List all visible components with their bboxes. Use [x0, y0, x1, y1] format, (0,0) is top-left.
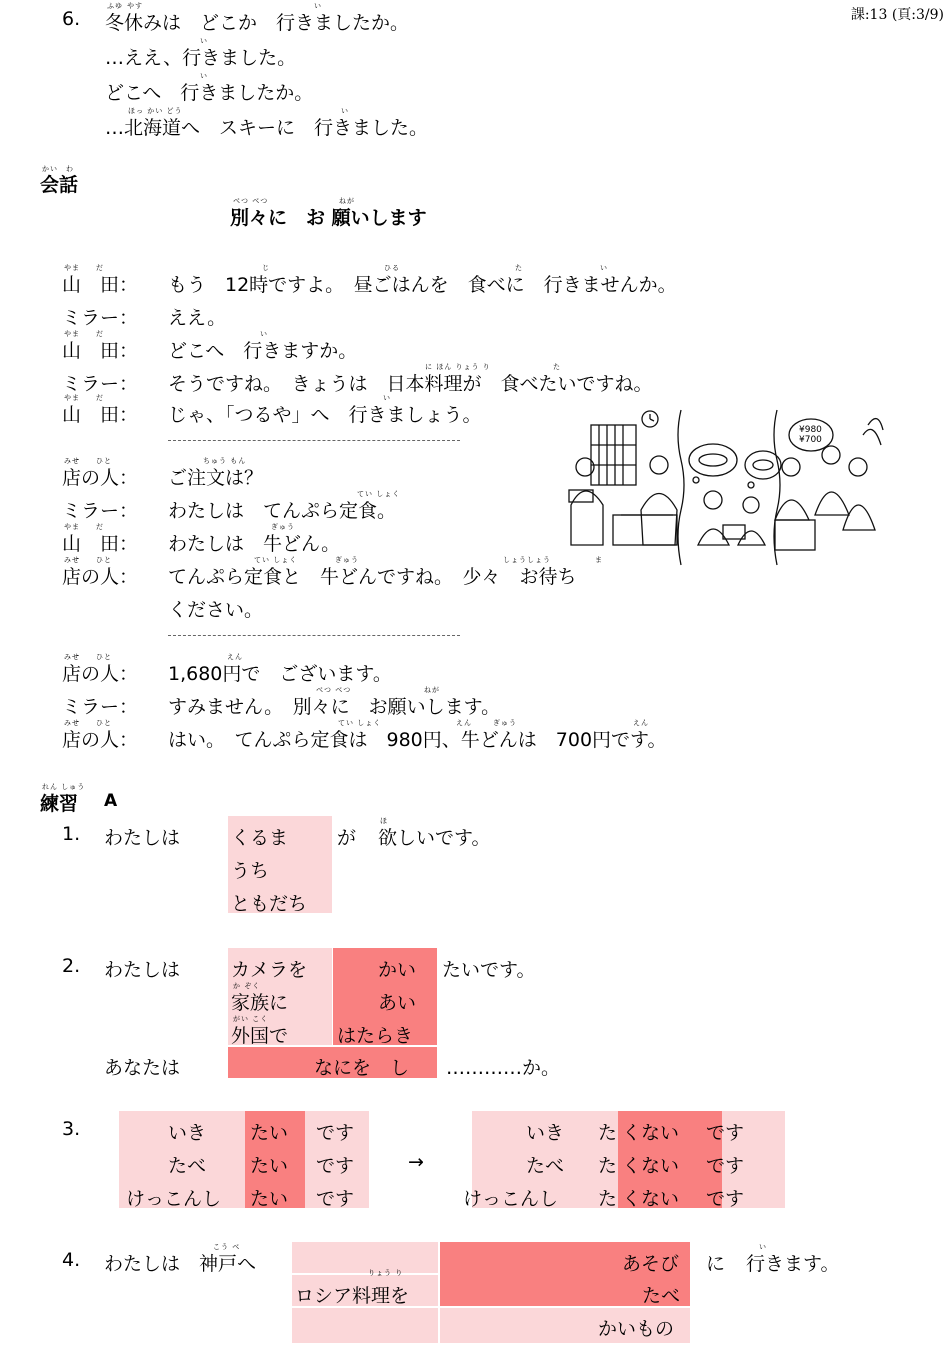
kunai: くない	[622, 1155, 680, 1177]
object: 家族に	[231, 992, 289, 1014]
option: ともだち	[231, 893, 308, 915]
example-line: どこへ 行きましたか。	[105, 82, 314, 104]
price-tag-2: ¥700	[799, 435, 822, 445]
dialogue-speaker: 山 田：	[62, 340, 139, 362]
dialogue-speaker: 店の人：	[62, 663, 139, 685]
speaker-ruby: みせ ひと	[64, 653, 112, 661]
ruby: ぎゅう	[493, 719, 517, 727]
dialogue-text: ご注文は？	[168, 467, 264, 489]
object: 外国で	[231, 1025, 289, 1047]
verb-stem: たべ	[526, 1155, 565, 1177]
dialogue-text: どこへ 行きますか。	[168, 340, 358, 362]
tai: たい	[250, 1188, 289, 1210]
arrow: →	[408, 1151, 424, 1173]
predicate: 行きます。	[746, 1253, 840, 1275]
ruby: ぎゅう	[271, 523, 295, 531]
example-line: …北海道へ スキーに 行きました。	[105, 117, 429, 139]
question-subject: あなたは	[104, 1057, 181, 1079]
dialogue-text: てんぷら定食と 牛どんですね。 少々 お待ち	[168, 566, 577, 588]
ruby: い	[383, 394, 391, 402]
ruby: じ	[262, 264, 270, 272]
ruby: ほっ かい どう	[128, 107, 183, 115]
heading-ruby: れん しゅう	[42, 783, 86, 791]
verb: はたらき	[337, 1025, 414, 1047]
object: カメラを	[231, 959, 308, 981]
desu: です	[706, 1188, 745, 1210]
ruby: い	[200, 37, 208, 45]
dialogue-text: ええ。	[168, 307, 227, 329]
ruby: ひる	[384, 264, 400, 272]
dialogue-text: わたしは 牛どん。	[168, 533, 341, 555]
ruby: い	[600, 264, 608, 272]
kunai: くない	[622, 1122, 680, 1144]
heading-ruby: かい わ	[42, 165, 74, 173]
object: ロシア料理を	[295, 1285, 410, 1307]
ruby: ふゆ	[107, 2, 123, 10]
restaurant-scene-image	[563, 405, 888, 570]
price-tag-1: ¥980	[799, 425, 822, 435]
ruby: い	[314, 2, 322, 10]
ruby: てい しょく	[357, 490, 401, 498]
divider	[168, 635, 460, 636]
ta: た	[598, 1122, 618, 1144]
ruby: ねが	[424, 686, 440, 694]
dialogue-speaker: ミラー：	[62, 696, 139, 718]
option: くるま	[231, 827, 289, 849]
desu: です	[316, 1122, 355, 1144]
dialogue-speaker: 店の人：	[62, 467, 139, 489]
speaker-ruby: やま だ	[64, 394, 104, 402]
ruby: えん	[456, 719, 472, 727]
speaker-ruby: みせ ひと	[64, 457, 112, 465]
drill-subject: わたしは	[104, 959, 181, 981]
ruby: がい こく	[233, 1015, 269, 1023]
question-end: …………か。	[446, 1057, 561, 1079]
ruby: こう べ	[213, 1243, 241, 1251]
dialogue-speaker: 山 田：	[62, 274, 139, 296]
desu: です	[316, 1188, 355, 1210]
ruby: べつ べつ	[316, 686, 352, 694]
ruby: ま	[595, 556, 603, 564]
ruby: てい しょく	[338, 719, 382, 727]
verb: あそび	[622, 1253, 680, 1275]
verb-stem: いき	[168, 1122, 207, 1144]
ta: た	[598, 1188, 618, 1210]
dialogue-speaker: 店の人：	[62, 566, 139, 588]
ta: た	[598, 1155, 618, 1177]
tai: たい	[250, 1122, 289, 1144]
drill-subject: わたしは	[104, 827, 181, 849]
example-line: 冬休みは どこか 行きましたか。	[105, 12, 410, 34]
dialogue-text: 1,680円で ございます。	[168, 663, 392, 685]
ruby: ちゅう もん	[203, 457, 247, 465]
ruby: しょうしょう	[503, 556, 551, 564]
speaker-ruby: みせ ひと	[64, 556, 112, 564]
kaiwa-heading: 会話	[40, 174, 79, 196]
dialogue-text: ください。	[168, 599, 264, 621]
ruby: ほ	[380, 817, 388, 825]
tai: たい	[250, 1155, 289, 1177]
dialogue-text: すみません。 別々に お願いします。	[168, 696, 501, 718]
drill-number: 4.	[62, 1249, 81, 1271]
verb: あい	[378, 992, 417, 1014]
object-cell	[292, 1242, 438, 1273]
question-middle: なにを し	[314, 1057, 410, 1079]
ruby: に ほん りょう り	[425, 363, 491, 371]
dialogue-text: そうですね。 きょうは 日本料理が 食べたいですね。	[168, 373, 653, 395]
example-number: 6.	[62, 8, 81, 30]
ending: たいです。	[442, 959, 536, 981]
dialogue-text: もう 12時ですよ。 昼ごはんを 食べに 行きませんか。	[168, 274, 677, 296]
ruby: えん	[227, 653, 243, 661]
page-reference: 課:13 (頁:3/9)	[850, 7, 944, 23]
predicate: 欲しいです。	[378, 827, 491, 849]
dialogue-speaker: 山 田：	[62, 533, 139, 555]
example-line: …ええ、行きました。	[105, 47, 297, 69]
particle: に	[706, 1253, 726, 1275]
ruby: りょう り	[368, 1269, 404, 1277]
dialogue-text: じゃ、「つるや」へ 行きましょう。	[168, 404, 482, 426]
verb-stem: けっこんし	[463, 1188, 559, 1210]
verb-stem: けっこんし	[126, 1188, 222, 1210]
speaker-ruby: やま だ	[64, 330, 104, 338]
drill-number: 2.	[62, 955, 81, 977]
verb: かいもの	[598, 1318, 675, 1340]
desu: です	[316, 1155, 355, 1177]
dialogue-speaker: ミラー：	[62, 373, 139, 395]
particle: が	[337, 827, 357, 849]
speaker-ruby: やま だ	[64, 264, 104, 272]
drill-number: 1.	[62, 823, 81, 845]
dialogue-speaker: 店の人：	[62, 729, 139, 751]
option: うち	[231, 860, 270, 882]
dialogue-speaker: ミラー：	[62, 307, 139, 329]
drill-subject: わたしは 神戸へ	[104, 1253, 257, 1275]
ruby: やす	[127, 2, 143, 10]
verb: たべ	[642, 1285, 681, 1307]
ruby: い	[341, 107, 349, 115]
ruby: い	[200, 72, 208, 80]
renshu-label: A	[104, 791, 118, 811]
object-cell	[292, 1308, 438, 1343]
drill-number: 3.	[62, 1118, 81, 1140]
desu: です	[706, 1122, 745, 1144]
ruby: い	[260, 330, 268, 338]
renshu-heading: 練習	[40, 793, 79, 815]
ruby: ねが	[339, 197, 355, 205]
dialogue-text: わたしは てんぷら定食。	[168, 500, 397, 522]
ruby: てい しょく	[254, 556, 298, 564]
ruby: い	[759, 1243, 767, 1251]
desu: です	[706, 1155, 745, 1177]
dialogue-speaker: ミラー：	[62, 500, 139, 522]
divider	[168, 440, 460, 441]
speaker-ruby: みせ ひと	[64, 719, 112, 727]
ruby: えん	[633, 719, 649, 727]
restaurant-illustration	[563, 405, 888, 570]
ruby: た	[553, 363, 561, 371]
verb-stem: いき	[526, 1122, 565, 1144]
kunai: くない	[622, 1188, 680, 1210]
ruby: か ぞく	[233, 982, 261, 990]
ruby: べつ べつ	[233, 197, 269, 205]
dialogue-text: はい。 てんぷら定食は 980円、牛どんは 700円です。	[168, 729, 667, 751]
verb-stem: たべ	[168, 1155, 207, 1177]
dialogue-speaker: 山 田：	[62, 404, 139, 426]
dialogue-title: 別々に お 願いします	[230, 207, 427, 229]
ruby: た	[515, 264, 523, 272]
verb: かい	[378, 959, 417, 981]
speaker-ruby: やま だ	[64, 523, 104, 531]
ruby: ぎゅう	[335, 556, 359, 564]
